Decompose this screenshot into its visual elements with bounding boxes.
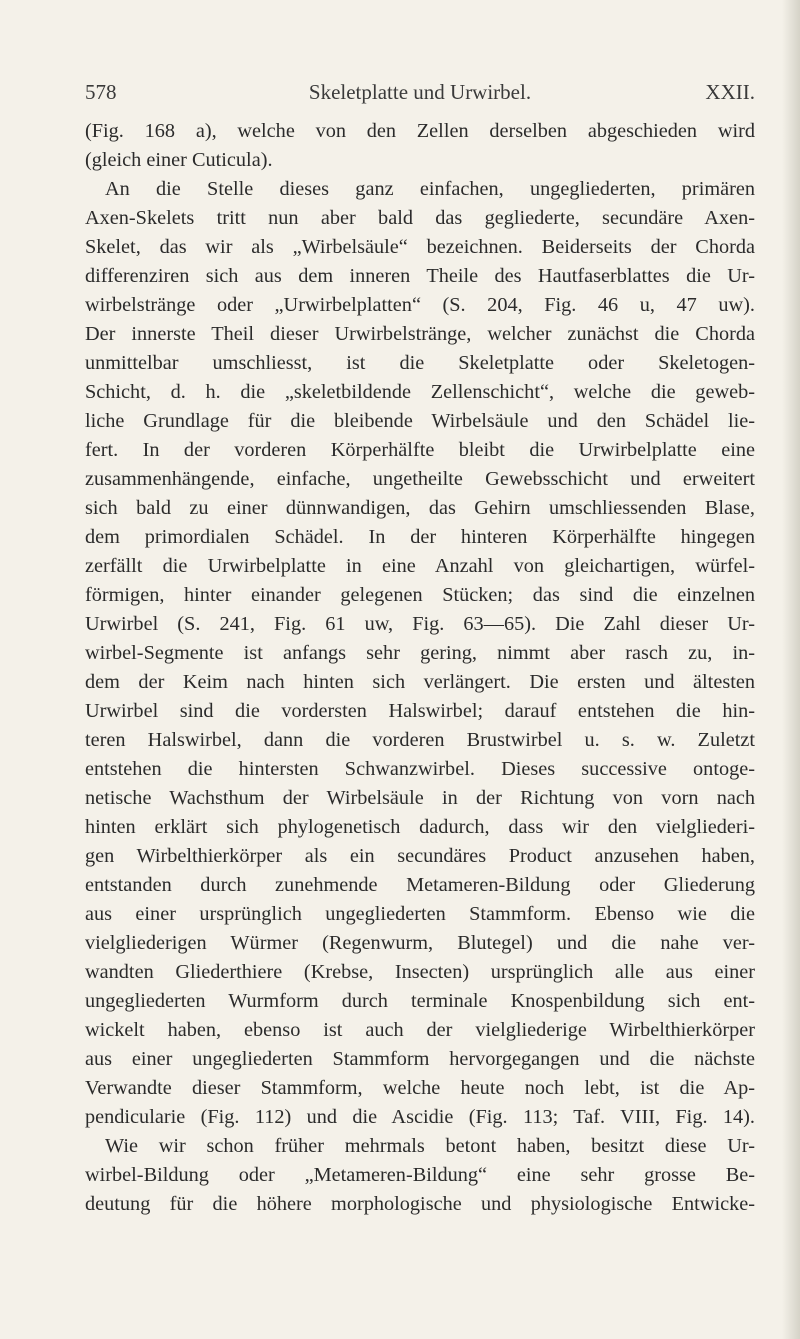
paragraph-first-line: Wie wir schon früher mehrmals betont haben, besitzt diese Ur-: [105, 1135, 755, 1157]
text-line: zerfällt die Urwirbelplatte in eine Anzahl von gleichartigen, würfel-: [85, 555, 755, 577]
text-line: hinten erklärt sich phylogenetisch dadurch, dass wir den vielgliederi-: [85, 816, 755, 838]
text-line: Schicht, d. h. die „skeletbildende Zellenschicht“, welche die geweb-: [85, 381, 755, 403]
running-head: [85, 80, 755, 110]
page-edge-shadow: [782, 0, 800, 1339]
text-line: teren Halswirbel, dann die vorderen Brustwirbel u. s. w. Zuletzt: [85, 729, 755, 751]
chapter-number: XXII.: [705, 80, 755, 104]
text-line: differenziren sich aus dem inneren Theile des Hautfaserblattes die Ur-: [85, 265, 755, 287]
text-line: wirbel-Bildung oder „Metameren-Bildung“ eine sehr grosse Be-: [85, 1164, 755, 1186]
page-number: 578: [85, 80, 117, 104]
text-line: unmittelbar umschliesst, ist die Skeletplatte oder Skeletogen-: [85, 352, 755, 374]
text-line: (Fig. 168 a), welche von den Zellen derselben abgeschieden wird: [85, 120, 755, 142]
paragraph-first-line: An die Stelle dieses ganz einfachen, ungegliederten, primären: [105, 178, 755, 200]
text-line: aus einer ungegliederten Stammform hervorgegangen und die nächste: [85, 1048, 755, 1070]
text-line: förmigen, hinter einander gelegenen Stücken; das sind die einzelnen: [85, 584, 755, 606]
body-text: [85, 117, 755, 1219]
text-line: gen Wirbelthierkörper als ein secundäres Product anzusehen haben,: [85, 845, 755, 867]
text-line: deutung für die höhere morphologische und physiologische Entwicke-: [85, 1193, 755, 1215]
text-line: ungegliederten Wurmform durch terminale Knospenbildung sich ent-: [85, 990, 755, 1012]
text-line: dem primordialen Schädel. In der hinteren Körperhälfte hingegen: [85, 526, 755, 548]
text-line: vielgliederigen Würmer (Regenwurm, Blutegel) und die nahe ver-: [85, 932, 755, 954]
text-line: entstanden durch zunehmende Metameren-Bildung oder Gliederung: [85, 874, 755, 896]
text-line: Urwirbel (S. 241, Fig. 61 uw, Fig. 63—65). Die Zahl dieser Ur-: [85, 613, 755, 635]
text-line: wickelt haben, ebenso ist auch der vielgliederige Wirbelthierkörper: [85, 1019, 755, 1041]
text-line: sich bald zu einer dünnwandigen, das Gehirn umschliessenden Blase,: [85, 497, 755, 519]
text-line: Der innerste Theil dieser Urwirbelstränge, welcher zunächst die Chorda: [85, 323, 755, 345]
text-line: entstehen die hintersten Schwanzwirbel. Dieses successive ontoge-: [85, 758, 755, 780]
text-line: Verwandte dieser Stammform, welche heute noch lebt, ist die Ap-: [85, 1077, 755, 1099]
text-line: pendicularie (Fig. 112) und die Ascidie (Fig. 113; Taf. VIII, Fig. 14).: [85, 1106, 755, 1128]
text-line: fert. In der vorderen Körperhälfte bleibt die Urwirbelplatte eine: [85, 439, 755, 461]
text-line: wandten Gliederthiere (Krebse, Insecten) ursprünglich alle aus einer: [85, 961, 755, 983]
text-line: wirbel-Segmente ist anfangs sehr gering, nimmt aber rasch zu, in-: [85, 642, 755, 664]
text-line: (gleich einer Cuticula).: [85, 149, 273, 171]
text-line: aus einer ursprünglich ungegliederten Stammform. Ebenso wie die: [85, 903, 755, 925]
text-line: dem der Keim nach hinten sich verlängert. Die ersten und ältesten: [85, 671, 755, 693]
running-title: Skeletplatte und Urwirbel.: [308, 80, 532, 104]
text-line: liche Grundlage für die bleibende Wirbelsäule und den Schädel lie-: [85, 410, 755, 432]
text-line: Skelet, das wir als „Wirbelsäule“ bezeichnen. Beiderseits der Chorda: [85, 236, 755, 258]
text-line: zusammenhängende, einfache, ungetheilte Gewebsschicht und erweitert: [85, 468, 755, 490]
text-line: Axen-Skelets tritt nun aber bald das gegliederte, secundäre Axen-: [85, 207, 755, 229]
text-line: Urwirbel sind die vordersten Halswirbel; darauf entstehen die hin-: [85, 700, 755, 722]
text-line: wirbelstränge oder „Urwirbelplatten“ (S. 204, Fig. 46 u, 47 uw).: [85, 294, 755, 316]
text-line: netische Wachsthum der Wirbelsäule in der Richtung von vorn nach: [85, 787, 755, 809]
